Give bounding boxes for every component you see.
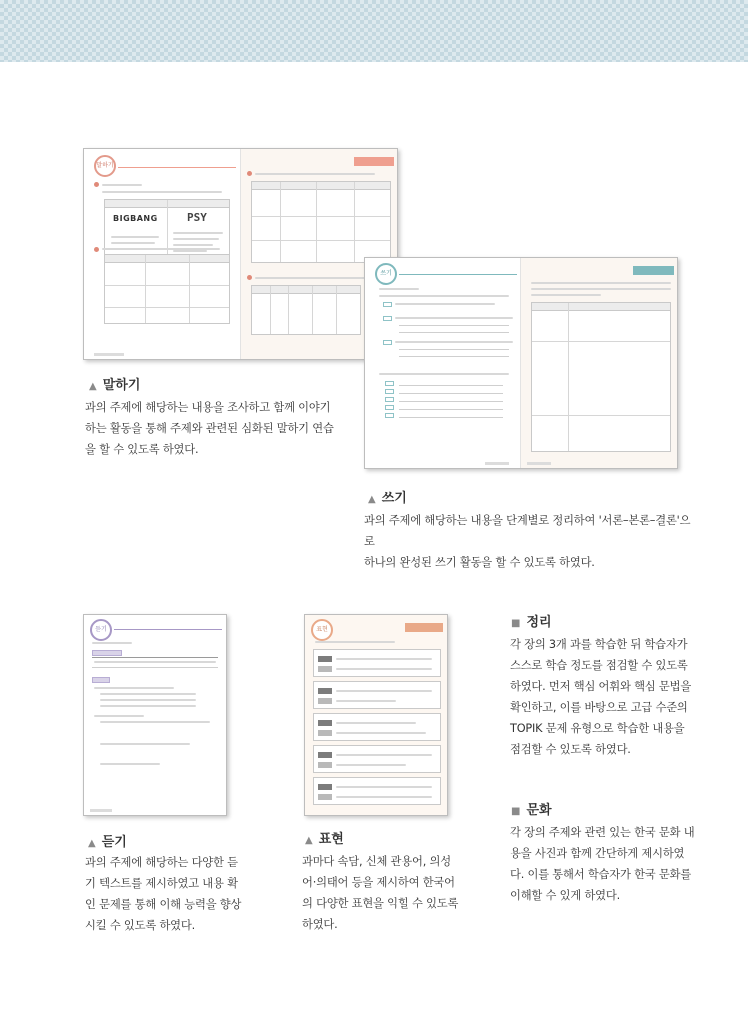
writing-heading: ▲ 쓰기 xyxy=(368,491,407,506)
culture-heading: ■ 문화 xyxy=(511,803,552,818)
culture-description: 각 장의 주제와 관련 있는 한국 문화 내 용을 사진과 함께 간단하게 제시하였 다. 이를 통해서 학습자가 한국 문화를 이해할 수 있게 하였다. xyxy=(510,826,695,902)
expression-page-thumbnail xyxy=(304,614,448,816)
listening-heading: ▲ 듣기 xyxy=(88,835,127,850)
speaking-description: 과의 주제에 해당하는 내용을 조사하고 함께 이야기 하는 활동을 통해 주제와 관련된 심화된 말하기 연습 을 할 수 있도록 하였다. xyxy=(85,401,334,456)
triangle-icon: ▲ xyxy=(368,494,376,505)
expression-description: 과마다 속담, 신체 관용어, 의성 어·의태어 등을 제시하여 한국어 의 다양한 표현을 익힐 수 있도록 하였다. xyxy=(302,855,459,931)
square-icon: ■ xyxy=(511,806,521,817)
psy-logo: PSY xyxy=(187,211,207,224)
square-icon: ■ xyxy=(511,618,521,629)
triangle-icon: ▲ xyxy=(89,381,97,392)
expression-badge: 표현 xyxy=(311,619,333,641)
writing-badge: 쓰기 xyxy=(375,263,397,285)
decorative-top-band xyxy=(0,0,748,62)
listening-description: 과의 주제에 해당하는 다양한 듣 기 텍스트를 제시하였고 내용 확 인 문제를 통해 이해 능력을 향상 시킬 수 있도록 하였다. xyxy=(85,856,242,932)
listening-badge: 듣기 xyxy=(90,619,112,641)
review-heading: ■ 정리 xyxy=(511,615,552,630)
speaking-heading: ▲ 말하기 xyxy=(89,378,141,393)
writing-description: 과의 주제에 해당하는 내용을 단계별로 정리하여 '서론–본론–결론'으로 하나의 완성된 쓰기 활동을 할 수 있도록 하였다. xyxy=(364,514,691,569)
bigbang-logo: BIGBANG xyxy=(113,214,158,223)
speaking-badge: 말하기 xyxy=(94,155,116,177)
listening-page-thumbnail xyxy=(83,614,227,816)
writing-page-thumbnail xyxy=(364,257,678,469)
triangle-icon: ▲ xyxy=(88,838,96,849)
speaking-page-thumbnail xyxy=(83,148,398,360)
triangle-icon: ▲ xyxy=(305,835,313,846)
review-description: 각 장의 3개 과를 학습한 뒤 학습자가 스스로 학습 정도를 점검할 수 있도록 하였다. 먼저 핵심 어휘와 핵심 문법을 확인하고, 이를 바탕으로 고급 수준의 TOPIK 문제 유형으로 학습한 내용을 점검할 수 있도록 하였다. xyxy=(510,638,692,756)
expression-heading: ▲ 표현 xyxy=(305,832,344,847)
